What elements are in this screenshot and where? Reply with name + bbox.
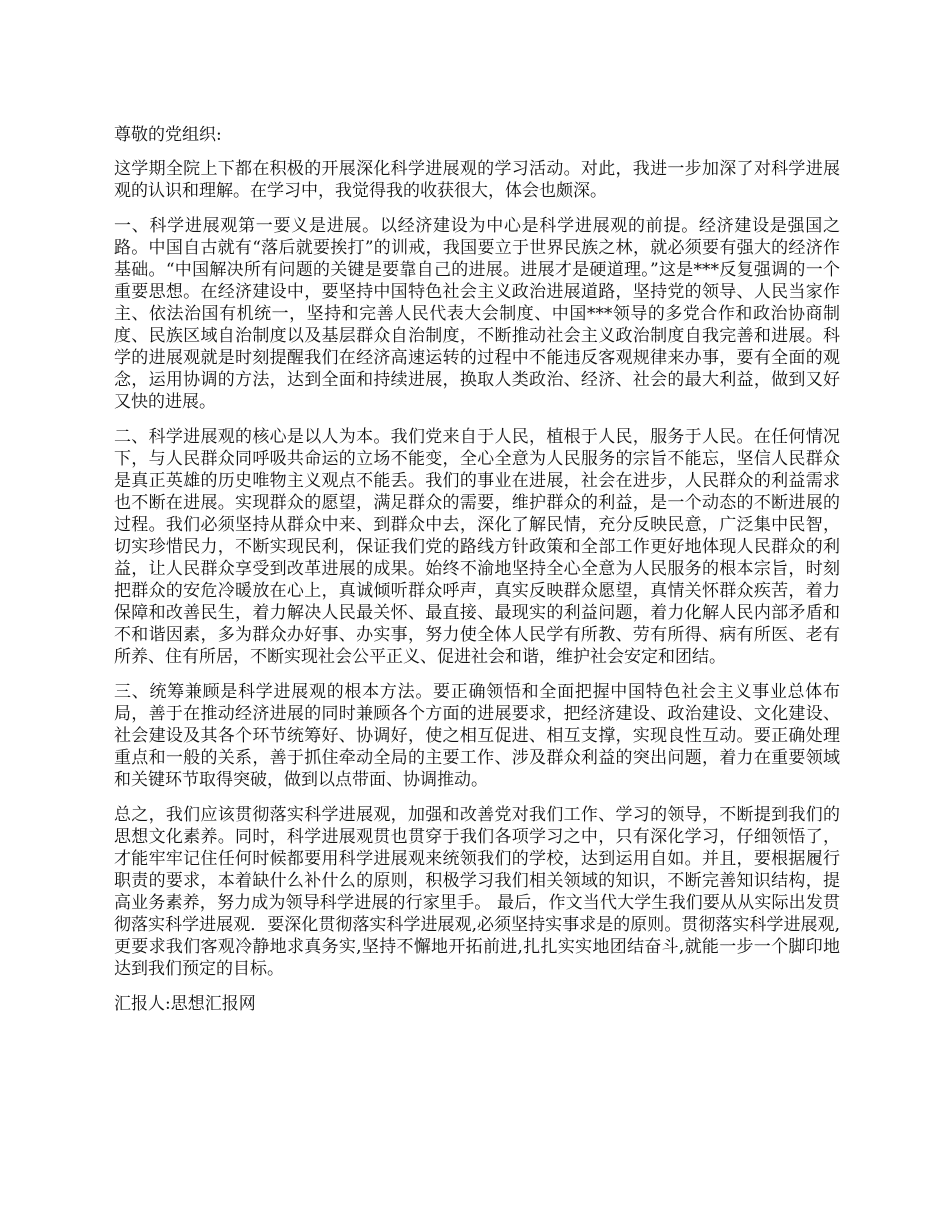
salutation: 尊敬的党组织: <box>114 125 222 145</box>
section-three-paragraph: 三、统筹兼顾是科学进展观的根本方法。要正确领悟和全面把握中国特色社会主义事业总体布局，善于在推动经济进展的同时兼顾各个方面的进展要求，把经济建设、政治建设、文化建设、社会建设及其各个环节统筹好、协调好，使之相互促进、相互支撑，实现良性互动。要正确处理重点和一般的关系，善于抓住牵动全局的主要工作、涉及群众利益的突出问题，着力在重要领域和关键环节取得突破，做到以点带面、协调推动。 <box>114 682 840 790</box>
signature: 汇报人:思想汇报网 <box>114 994 256 1014</box>
section-one-paragraph: 一、科学进展观第一要义是进展。以经济建设为中心是科学进展观的前提。经济建设是强国之路。中国自古就有“落后就要挨打”的训戒，我国要立于世界民族之林，就必须要有强大的经济作基础。“中国解决所有问题的关键是要靠自己的进展。进展才是硬道理。”这是***反复强调的一个重要思想。在经济建设中，要坚持中国特色社会主义政治进展道路，坚持党的领导、人民当家作主、依法治国有机统一，坚持和完善人民代表大会制度、中国***领导的多党合作和政治协商制度、民族区域自治制度以及基层群众自治制度，不断推动社会主义政治制度自我完善和进展。科学的进展观就是时刻提醒我们在经济高速运转的过程中不能违反客观规律来办事，要有全面的观念，运用协调的方法，达到全面和持续进展，换取人类政治、经济、社会的最大利益，做到又好又快的进展。 <box>114 216 840 412</box>
document-body <box>114 124 840 1028</box>
intro-paragraph: 这学期全院上下都在积极的开展深化科学进展观的学习活动。对此，我进一步加深了对科学进展观的认识和理解。在学习中，我觉得我的收获很大，体会也颇深。 <box>114 159 840 201</box>
section-two-paragraph: 二、科学进展观的核心是以人为本。我们党来自于人民，植根于人民，服务于人民。在任何情况下，与人民群众同呼吸共命运的立场不能变，全心全意为人民服务的宗旨不能忘，坚信人民群众是真正英雄的历史唯物主义观点不能丢。我们的事业在进展，社会在进步，人民群众的利益需求也不断在进展。实现群众的愿望，满足群众的需要，维护群众的利益，是一个动态的不断进展的过程。我们必须坚持从群众中来、到群众中去，深化了解民情，充分反映民意，广泛集中民智，切实珍惜民力，不断实现民利，保证我们党的路线方针政策和全部工作更好地体现人民群众的利益，让人民群众享受到改革进展的成果。始终不渝地坚持全心全意为人民服务的根本宗旨，时刻把群众的安危冷暖放在心上，真诚倾听群众呼声，真实反映群众愿望，真情关怀群众疾苦，着力保障和改善民生，着力解决人民最关怀、最直接、最现实的利益问题，着力化解人民内部矛盾和不和谐因素，多为群众办好事、办实事，努力使全体人民学有所教、劳有所得、病有所医、老有所养、住有所居，不断实现社会公平正义、促进社会和谐，维护社会安定和团结。 <box>114 427 840 667</box>
conclusion-paragraph: 总之，我们应该贯彻落实科学进展观，加强和改善党对我们工作、学习的领导，不断提到我们的思想文化素养。同时，科学进展观贯也贯穿于我们各项学习之中，只有深化学习，仔细领悟了，才能牢牢记住任何时候都要用科学进展观来统领我们的学校，达到运用自如。并且，要根据履行职责的要求，本着缺什么补什么的原则，积极学习我们相关领域的知识，不断完善知识结构，提高业务素养，努力成为领导科学进展的行家里手。 最后，作文当代大学生我们要从从实际出发贯彻落实科学进展观．要深化贯彻落实科学进展观,必须坚持实事求是的原则。贯彻落实科学进展观,更要求我们客观冷静地求真务实,坚持不懈地开拓前进,扎扎实实地团结奋斗,就能一步一个脚印地达到我们预定的目标。 <box>114 805 840 979</box>
